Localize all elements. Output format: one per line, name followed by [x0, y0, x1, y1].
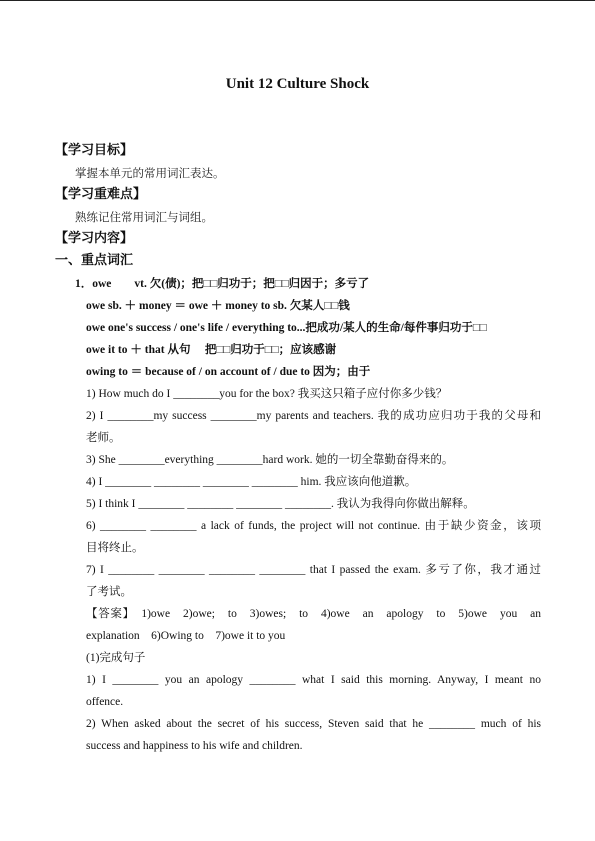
- content-heading: 【学习内容】: [55, 231, 134, 246]
- answer-line-1: 【答案】 1)owe 2)owe; to 3)owes; to 4)owe an apology to 5)owe you an: [86, 608, 541, 620]
- exercise-4: 4) I ________ ________ ________ ________ him. 我应该向他道歉。: [86, 476, 417, 488]
- key-text: 熟练记住常用词汇与词组。: [75, 210, 213, 224]
- entry-phrase-3: owe it to ＋ that 从句 把□□归功于□□；应该感谢: [86, 344, 337, 356]
- key-heading: 【学习重难点】: [55, 187, 147, 202]
- practice-heading: (1)完成句子: [86, 652, 146, 664]
- exercise-7: 7) I ________ ________ ________ ________ that I passed the exam. 多亏了你，我才通过: [86, 564, 541, 576]
- goal-text: 掌握本单元的常用词汇表达。: [75, 166, 225, 180]
- goal-heading: 【学习目标】: [55, 143, 134, 158]
- exercise-3: 3) She ________everything ________hard work. 她的一切全靠勤奋得来的。: [86, 454, 454, 466]
- practice-question-2-cont: success and happiness to his wife and children.: [86, 740, 303, 752]
- answer-line-2: explanation 6)Owing to 7)owe it to you: [86, 630, 286, 642]
- exercise-2-cont: 老师。: [86, 432, 121, 444]
- exercise-6: 6) ________ ________ a lack of funds, the project will not continue. 由于缺少资金，该项: [86, 520, 541, 532]
- page-title: Unit 12 Culture Shock: [225, 76, 370, 92]
- entry-phrase-1: owe sb. ＋ money ＝ owe ＋ money to sb. 欠某人□□钱: [86, 300, 350, 312]
- entry-head: 1．owe vt. 欠(债)；把□□归功于；把□□归因于；多亏了: [75, 278, 370, 290]
- entry-phrase-4: owing to ＝ because of / on account of / due to 因为；由于: [86, 366, 371, 378]
- exercise-5: 5) I think I ________ ________ ________ ________. 我认为我得向你做出解释。: [86, 498, 475, 510]
- exercise-2: 2) I ________my success ________my parents and teachers. 我的成功应归功于我的父母和: [86, 410, 541, 422]
- practice-question-1: 1) I ________ you an apology ________ what I said this morning. Anyway, I meant no: [86, 674, 541, 686]
- exercise-7-cont: 了考试。: [86, 586, 132, 598]
- exercise-6-cont: 目将终止。: [86, 542, 144, 554]
- entry-phrase-2: owe one's success / one's life / everything to...把成功/某人的生命/每件事归功于□□: [86, 322, 487, 334]
- practice-question-2: 2) When asked about the secret of his success, Steven said that he ________ much of his: [86, 718, 541, 730]
- vocab-heading: 一、重点词汇: [55, 253, 134, 268]
- exercise-1: 1) How much do I ________you for the box? 我买这只箱子应付你多少钱？: [86, 388, 448, 400]
- practice-question-1-cont: offence.: [86, 696, 124, 708]
